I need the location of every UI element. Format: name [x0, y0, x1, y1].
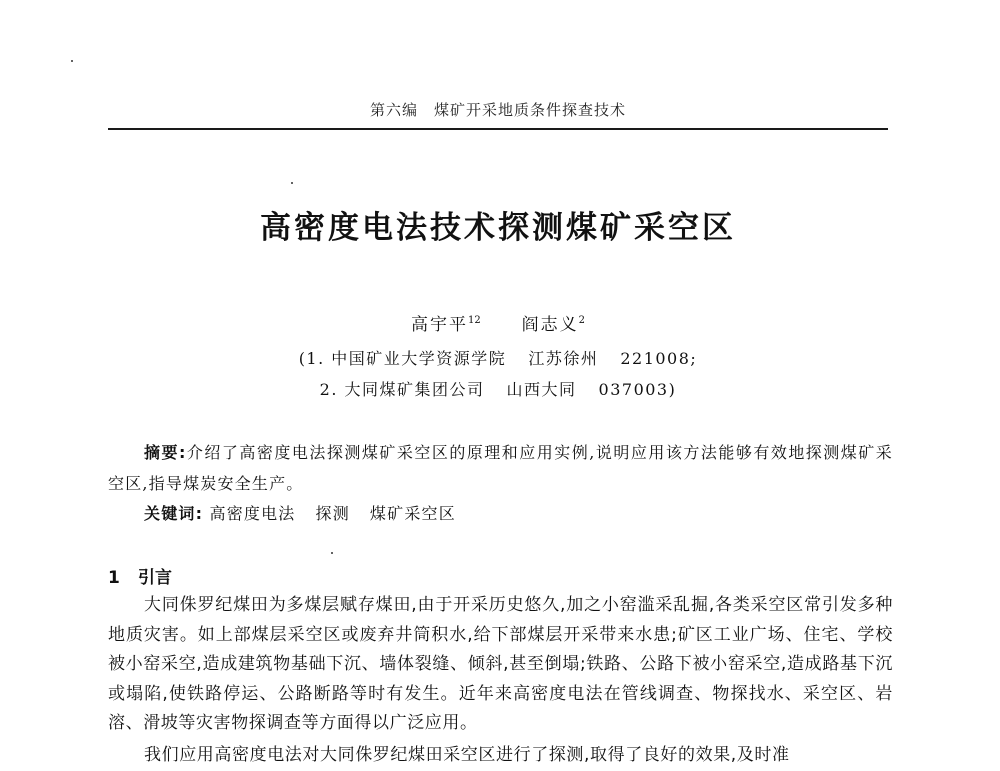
section-heading: [108, 563, 172, 588]
affiliation-postcode: 221008;: [620, 349, 698, 368]
affiliation-line: [108, 346, 888, 369]
body-paragraph: 大同侏罗纪煤田为多煤层赋存煤田,由于开采历史悠久,加之小窑滥采乱掘,各类采空区常引发多种地质灾害。如上部煤层采空区或废弃井筒积水,给下部煤层开采带来水患;矿区工业广场、住宅、学校被小窑采空,造成建筑物基础下沉、墙体裂缝、倾斜,甚至倒塌;铁路、公路下被小窑采空,造成路基下沉或塌陷,使铁路停运、公路断路等时有发生。近年来高密度电法在管线调查、物探找水、采空区、岩溶、滑坡等灾害物探调查等方面得以广泛应用。: [108, 595, 893, 733]
keywords: [144, 498, 456, 529]
running-head: 第六编 煤矿开采地质条件探查技术: [369, 101, 626, 119]
scan-speck: [331, 552, 333, 554]
paper-title: 高密度电法技术探测煤矿采空区: [260, 210, 736, 246]
author-line: [108, 310, 888, 335]
header-rule: [108, 128, 888, 130]
abstract-label: 摘要:: [144, 443, 187, 462]
author-affiliation-mark: 2: [578, 315, 585, 326]
scan-speck: [71, 60, 73, 62]
affiliation-org: 大同煤矿集团公司: [344, 380, 485, 399]
affiliation-place: 山西大同: [506, 380, 577, 399]
keywords-label: 关键词:: [144, 504, 204, 523]
affiliation-place: 江苏徐州: [528, 349, 599, 368]
scan-speck: [291, 182, 293, 184]
affiliation-org: 中国矿业大学资源学院: [331, 349, 507, 368]
section-number: 1: [108, 568, 120, 588]
affiliation-prefix: 2.: [319, 380, 338, 399]
affiliation-prefix: (1.: [298, 349, 325, 368]
author-affiliation-mark: 12: [468, 315, 481, 326]
author-name: 阎志义: [521, 315, 579, 335]
affiliation-postcode: 037003): [598, 380, 677, 399]
affiliation-line: [108, 377, 888, 400]
body-paragraph: 我们应用高密度电法对大同侏罗纪煤田采空区进行了探测,取得了良好的效果,及时准: [144, 745, 790, 765]
keyword: 探测: [315, 504, 350, 523]
author-name: 高宇平: [411, 315, 469, 335]
abstract: [108, 437, 893, 499]
section-title: 引言: [138, 568, 172, 588]
abstract-text: 介绍了高密度电法探测煤矿采空区的原理和应用实例,说明应用该方法能够有效地探测煤矿采空区,指导煤炭安全生产。: [108, 443, 893, 493]
keyword: 高密度电法: [209, 504, 296, 523]
keyword: 煤矿采空区: [369, 504, 456, 523]
